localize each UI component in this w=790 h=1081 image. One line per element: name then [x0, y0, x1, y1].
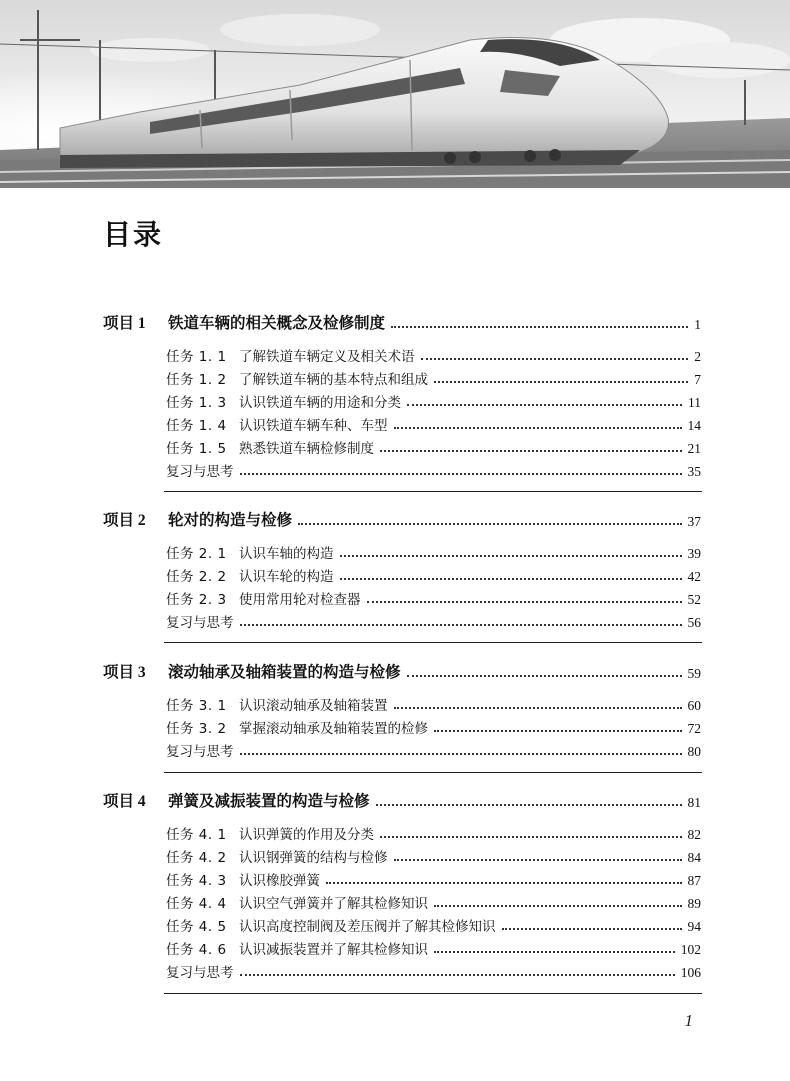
page-ref: 102: [680, 942, 701, 957]
task-title: 认识弹簧的作用及分类: [239, 827, 374, 843]
project-title: 铁道车辆的相关概念及检修制度: [168, 313, 386, 332]
leader-dots: [240, 753, 682, 755]
toc-project-row[interactable]: [0, 508, 790, 530]
page-ref: 21: [687, 441, 701, 456]
toc-task-row[interactable]: [0, 890, 790, 912]
task-title: 掌握滚动轴承及轴箱装置的检修: [239, 721, 428, 737]
task-number: 任务 1. 5: [166, 441, 227, 457]
toc-task-row[interactable]: [0, 913, 790, 935]
leader-dots: [394, 427, 682, 429]
task-number: 任务 4. 6: [166, 942, 227, 958]
section-divider: [164, 642, 702, 643]
page-ref: 60: [687, 698, 701, 713]
page-ref: 87: [687, 873, 701, 888]
page-ref: 80: [687, 744, 701, 759]
leader-dots: [434, 730, 682, 732]
task-title: 认识车轮的构造: [239, 569, 334, 585]
task-number: 任务 1. 4: [166, 418, 227, 434]
task-title: 认识高度控制阀及差压阀并了解其检修知识: [239, 919, 496, 935]
leader-dots: [340, 555, 682, 557]
toc-task-row[interactable]: [0, 563, 790, 585]
toc-task-row[interactable]: [0, 867, 790, 889]
page-ref: 84: [687, 850, 701, 865]
leader-dots: [407, 675, 682, 677]
toc-task-row[interactable]: [0, 821, 790, 843]
task-title: 认识橡胶弹簧: [239, 873, 320, 889]
toc-project-row[interactable]: [0, 660, 790, 682]
task-number: 任务 4. 2: [166, 850, 227, 866]
toc-task-row[interactable]: [0, 540, 790, 562]
task-title: 了解铁道车辆的基本特点和组成: [239, 372, 428, 388]
leader-dots: [434, 951, 675, 953]
toc-task-row[interactable]: [0, 366, 790, 388]
page-ref: 1: [694, 317, 701, 332]
leader-dots: [502, 928, 682, 930]
project-number: 项目 2: [103, 512, 146, 529]
task-title: 了解铁道车辆定义及相关术语: [239, 349, 415, 365]
leader-dots: [298, 523, 681, 525]
toc-task-row[interactable]: [0, 586, 790, 608]
header-banner-image: [0, 0, 790, 188]
section-divider: [164, 491, 702, 492]
task-title: 认识钢弹簧的结构与检修: [239, 850, 388, 866]
task-title: 认识滚动轴承及轴箱装置: [239, 698, 388, 714]
project-number: 项目 4: [103, 793, 146, 810]
task-title: 认识铁道车辆的用途和分类: [239, 395, 401, 411]
toc-task-row[interactable]: [0, 715, 790, 737]
leader-dots: [380, 836, 682, 838]
leader-dots: [340, 578, 682, 580]
train-illustration: [0, 0, 790, 188]
task-title: 熟悉铁道车辆检修制度: [239, 441, 374, 457]
task-number: 任务 1. 1: [166, 349, 227, 365]
toc-review-row[interactable]: [0, 609, 790, 631]
leader-dots: [240, 624, 682, 626]
page-ref: 59: [687, 666, 701, 681]
leader-dots: [376, 804, 682, 806]
page-ref: 56: [687, 615, 701, 630]
leader-dots: [380, 450, 682, 452]
toc-review-row[interactable]: [0, 458, 790, 480]
leader-dots: [421, 358, 689, 360]
page-ref: 89: [687, 896, 701, 911]
task-number: 任务 2. 1: [166, 546, 227, 562]
toc-review-row[interactable]: [0, 738, 790, 760]
page-ref: 82: [687, 827, 701, 842]
leader-dots: [394, 707, 682, 709]
project-number: 项目 3: [103, 664, 146, 681]
task-title: 认识车轴的构造: [239, 546, 334, 562]
toc-project-row[interactable]: [0, 311, 790, 333]
project-title: 滚动轴承及轴箱装置的构造与检修: [168, 662, 401, 681]
leader-dots: [367, 601, 682, 603]
page-ref: 94: [687, 919, 701, 934]
task-number: 任务 2. 3: [166, 592, 227, 608]
page-ref: 72: [687, 721, 701, 736]
task-title: 使用常用轮对检查器: [239, 592, 361, 608]
page-ref: 39: [687, 546, 701, 561]
task-title: 认识空气弹簧并了解其检修知识: [239, 896, 428, 912]
toc-project-row[interactable]: [0, 789, 790, 811]
page-ref: 81: [687, 795, 701, 810]
task-number: 任务 1. 2: [166, 372, 227, 388]
page-ref: 11: [688, 395, 701, 410]
leader-dots: [434, 905, 682, 907]
task-number: 任务 4. 4: [166, 896, 227, 912]
project-title: 弹簧及减振装置的构造与检修: [168, 791, 370, 810]
page-ref: 42: [687, 569, 701, 584]
review-title: 复习与思考: [166, 744, 234, 760]
leader-dots: [240, 473, 682, 475]
toc-task-row[interactable]: [0, 844, 790, 866]
task-number: 任务 2. 2: [166, 569, 227, 585]
review-title: 复习与思考: [166, 965, 234, 981]
task-number: 任务 4. 5: [166, 919, 227, 935]
task-number: 任务 4. 1: [166, 827, 227, 843]
task-title: 认识减振装置并了解其检修知识: [239, 942, 428, 958]
page-ref: 35: [687, 464, 701, 479]
page-ref: 14: [687, 418, 701, 433]
task-number: 任务 3. 1: [166, 698, 227, 714]
toc-task-row[interactable]: [0, 435, 790, 457]
toc-task-row[interactable]: [0, 412, 790, 434]
review-title: 复习与思考: [166, 464, 234, 480]
page-ref: 106: [680, 965, 701, 980]
page-ref: 37: [687, 514, 701, 529]
toc-task-row[interactable]: [0, 692, 790, 714]
page-ref: 52: [687, 592, 701, 607]
review-title: 复习与思考: [166, 615, 234, 631]
leader-dots: [394, 859, 682, 861]
leader-dots: [326, 882, 682, 884]
toc-task-row[interactable]: [0, 343, 790, 365]
toc-review-row[interactable]: [0, 959, 790, 981]
toc-task-row[interactable]: [0, 389, 790, 411]
leader-dots: [407, 404, 682, 406]
leader-dots: [391, 326, 688, 328]
project-number: 项目 1: [103, 315, 146, 332]
page-number: 1: [684, 1011, 693, 1030]
leader-dots: [434, 381, 688, 383]
page-ref: 2: [694, 349, 701, 364]
task-number: 任务 3. 2: [166, 721, 227, 737]
task-title: 认识铁道车辆车种、车型: [239, 418, 388, 434]
section-divider: [164, 993, 702, 994]
leader-dots: [240, 974, 675, 976]
page-title: 目录: [103, 218, 164, 251]
section-divider: [164, 772, 702, 773]
task-number: 任务 1. 3: [166, 395, 227, 411]
task-number: 任务 4. 3: [166, 873, 227, 889]
toc-task-row[interactable]: [0, 936, 790, 958]
project-title: 轮对的构造与检修: [168, 510, 293, 529]
page-ref: 7: [694, 372, 701, 387]
